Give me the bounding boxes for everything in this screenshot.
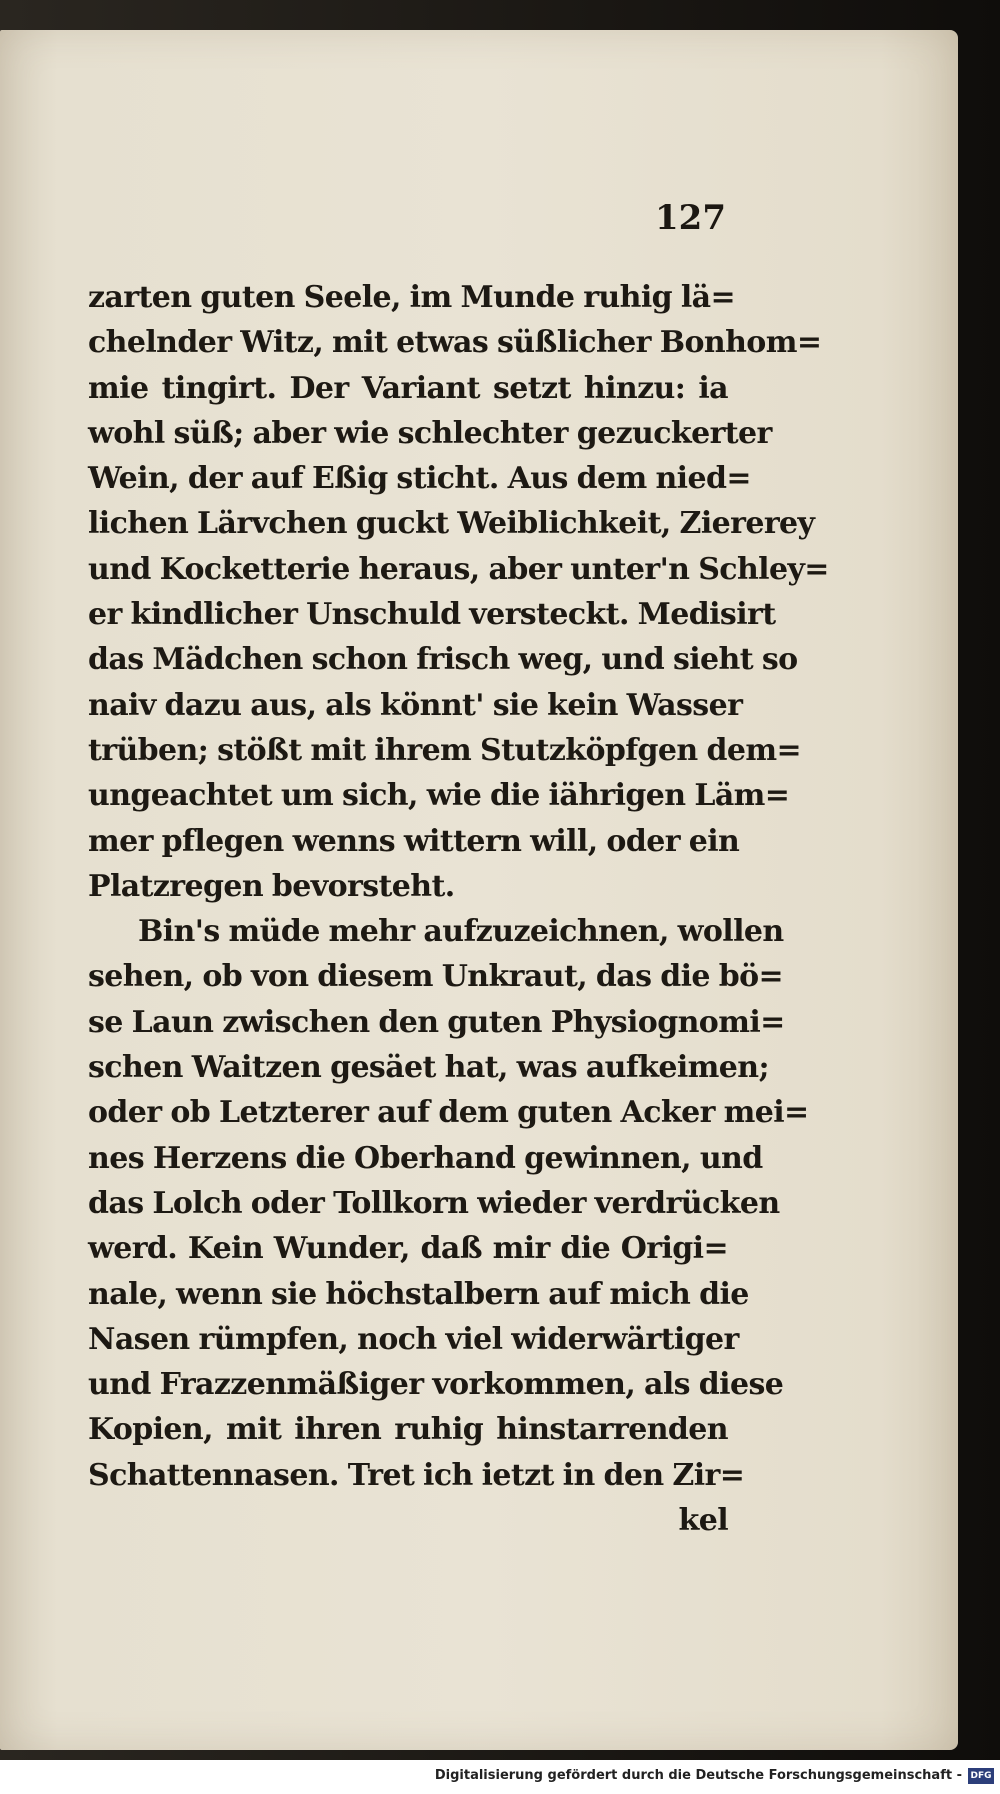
text-line: mie tingirt. Der Variant setzt hinzu: ia	[88, 370, 728, 406]
text-line: ungeachtet um sich, wie die iährigen Läm=	[88, 778, 790, 814]
text-line: und Frazzenmäßiger vorkommen, als diese	[88, 1367, 784, 1403]
text-line: trüben; stößt mit ihrem Stutzköpfgen dem=	[88, 732, 802, 768]
body-text	[88, 275, 829, 1543]
text-line: Wein, der auf Eßig sticht. Aus dem nied=	[88, 461, 751, 497]
text-line: wohl süß; aber wie schlechter gezuckerter	[88, 415, 772, 451]
dfg-logo-icon: DFG	[968, 1768, 994, 1784]
catchword: kel	[678, 1503, 728, 1539]
text-line: lichen Lärvchen guckt Weiblichkeit, Ziererey	[88, 506, 815, 542]
text-line: Kopien, mit ihren ruhig hinstarrenden	[88, 1412, 728, 1448]
text-line: das Lolch oder Tollkorn wieder verdrücken	[88, 1185, 780, 1221]
text-line: Platzregen bevorsteht.	[88, 868, 455, 904]
text-line: er kindlicher Unschuld versteckt. Medisirt	[88, 597, 776, 633]
text-line: zarten guten Seele, im Munde ruhig lä=	[88, 280, 736, 315]
text-line: mer pflegen wenns wittern will, oder ein	[88, 823, 740, 859]
text-line: sehen, ob von diesem Unkraut, das die bö=	[88, 959, 784, 995]
funding-credit: Digitalisierung gefördert durch die Deutsche Forschungsgemeinschaft -	[434, 1768, 962, 1783]
text-line: naiv dazu aus, als könnt' sie kein Wasser	[88, 687, 743, 723]
page-number: 127	[655, 198, 726, 238]
text-line: oder ob Letzterer auf dem guten Acker mei=	[88, 1095, 809, 1131]
footer-bar	[0, 1760, 1000, 1794]
text-line: se Laun zwischen den guten Physiognomi=	[88, 1004, 785, 1040]
text-line: schen Waitzen gesäet hat, was aufkeimen;	[88, 1050, 769, 1086]
text-line: Nasen rümpfen, noch viel widerwärtiger	[88, 1321, 739, 1357]
text-line: nes Herzens die Oberhand gewinnen, und	[88, 1140, 763, 1176]
text-line: und Kocketterie heraus, aber unter'n Schley=	[88, 551, 829, 587]
text-line: das Mädchen schon frisch weg, und sieht so	[88, 642, 798, 678]
text-line: werd. Kein Wunder, daß mir die Origi=	[88, 1231, 728, 1267]
text-line: chelnder Witz, mit etwas süßlicher Bonhom=	[88, 325, 822, 361]
text-line: Schattennasen. Tret ich ietzt in den Zir=	[88, 1457, 745, 1493]
book-page	[0, 30, 958, 1750]
text-line: nale, wenn sie höchstalbern auf mich die	[88, 1276, 749, 1312]
text-line: Bin's müde mehr aufzuzeichnen, wollen	[138, 914, 784, 950]
